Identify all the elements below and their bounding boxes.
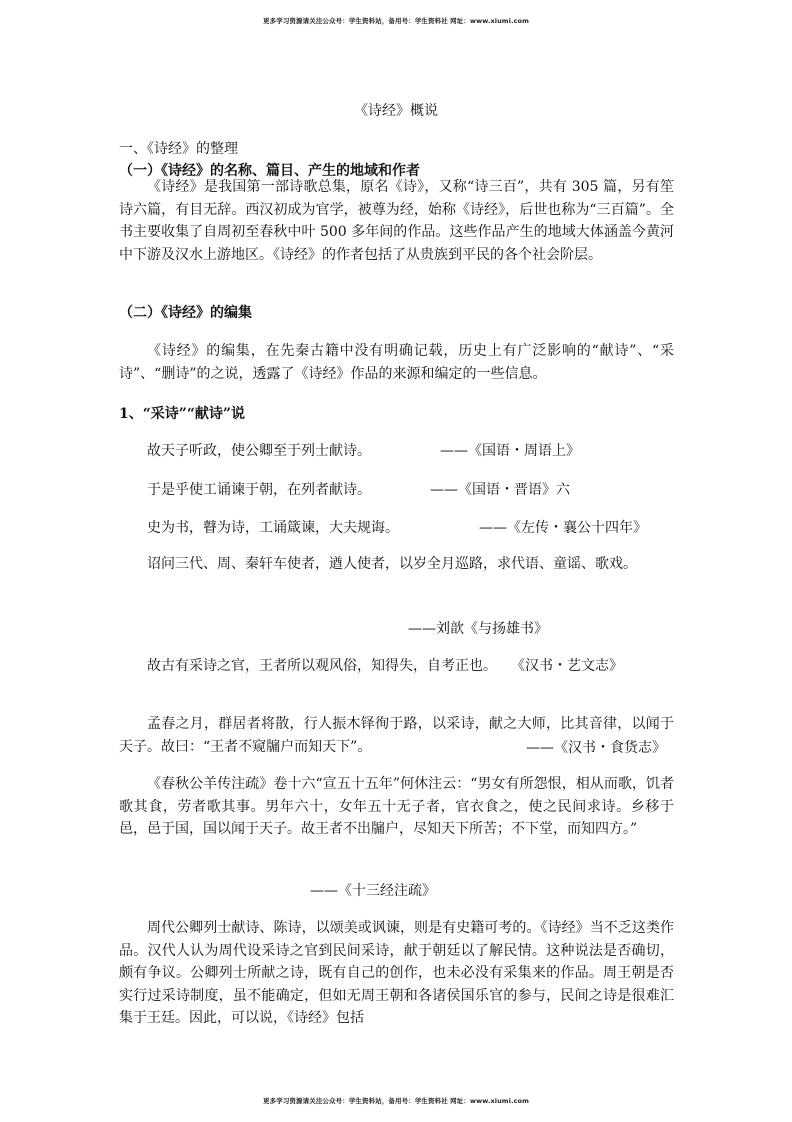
quote-7: 《春秋公羊传注疏》卷十六“宣五十五年”何休注云：“男女有所怨恨，相从而歌，饥者歌其食，劳者歌其事。男年六十，女年五十无子者，官衣食之，使之民间求诗。乡移于邑，邑于国，国以闻于天子。故王者不出牖户，尽知天下所苦；不下堂，而知四方。” xyxy=(119,776,674,837)
subsection-heading: （一）《诗经》的名称、篇目、产生的地域和作者 xyxy=(119,163,420,179)
quote-3: 史为书，瞽为诗，工诵箴谏，大夫规诲。 xyxy=(147,520,399,536)
subsection-heading-2 xyxy=(119,302,252,322)
quote-7-source: ——《十三经注疏》 xyxy=(310,883,436,899)
quote-4: 诏问三代、周、秦轩车使者，遒人使者，以岁全月巡路，求代语、童谣、歌戏。 xyxy=(147,556,637,572)
quote-2-source: ——《国语・晋语》六 xyxy=(430,482,570,498)
compilation-paragraph: 《诗经》的编集，在先秦古籍中没有明确记载，历史上有广泛影响的“献诗”、“采诗”、“删诗”的之说，透露了《诗经》作品的来源和编定的一些信息。 xyxy=(119,343,674,382)
quote-4-source: ——刘歆《与扬雄书》 xyxy=(408,621,548,637)
closing-paragraph: 周代公卿列士献诗、陈诗，以颂美或讽谏，则是有史籍可考的。《诗经》当不乏这类作品。汉代人认为周代设采诗之官到民间采诗，献于朝廷以了解民情。这种说法是否确切，颇有争议。公卿列士所献之诗，既有自己的创作，也未必没有采集来的作品。周王朝是否实行过采诗制度，虽不能确定，但如无周王朝和各诸侯国乐官的参与，民间之诗是很难汇集于王廷。因此，可以说，《诗经》包括 xyxy=(119,920,674,1026)
document-title: 《诗经》概说 xyxy=(354,103,438,119)
quote-2: 于是乎使工诵谏于朝，在列者献诗。 xyxy=(147,482,371,498)
quote-1: 故天子听政，使公卿至于列士献诗。 xyxy=(147,443,371,459)
quote-5: 故古有采诗之官，王者所以观风俗，知得失，自考正也。 《汉书・艺文志》 xyxy=(147,658,623,674)
point-heading: 1、“采诗”“献诗”说 xyxy=(119,406,245,422)
running-footer: 更多学习资源请关注公众号：学生资料站，备用号：学生资料社 网址：www.xiumi.com xyxy=(263,1097,529,1105)
running-header: 更多学习资源请关注公众号：学生资料站，备用号：学生资料社 网址：www.xiumi.com xyxy=(263,17,529,25)
section-heading: 一、《诗经》的整理 xyxy=(119,141,238,157)
subsection-heading-2-text: （二）《诗经》的编集 xyxy=(119,305,252,321)
quote-6-source: ——《汉书・食货志》 xyxy=(526,740,666,756)
intro-paragraph: 《诗经》是我国第一部诗歌总集，原名《诗》，又称“诗三百”，共有 305 篇，另有笙诗六篇，有目无辞。西汉初成为官学，被尊为经，始称《诗经》，后世也称为“三百篇”。全书主要收集了自周初至春秋中叶 500 多年间的作品。这些作品产生的地域大体涵盖今黄河中下游及汉水上游地区。《诗经》的作者包括了从贵族到平民的各个社会阶层。 xyxy=(119,179,674,263)
quote-3-source: ——《左传・襄公十四年》 xyxy=(479,520,647,536)
quote-1-source: ——《国语・周语上》 xyxy=(440,443,580,459)
quote-6: 孟春之月，群居者将散，行人振木铎徇于路，以采诗，献之大师，比其音律，以闻于天子。故曰：“王者不窥牖户而知天下”。 xyxy=(119,716,674,755)
